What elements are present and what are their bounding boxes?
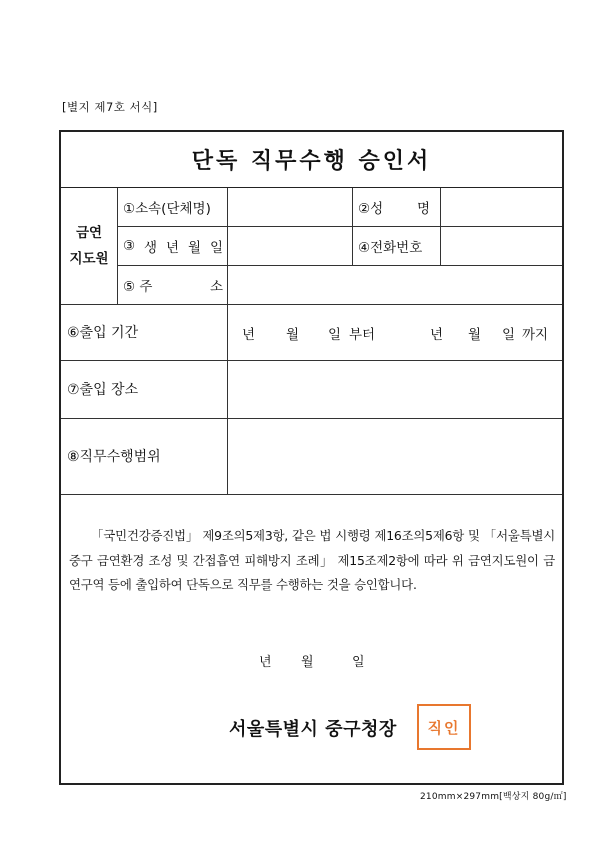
- period-field[interactable]: [228, 305, 562, 360]
- birth-label-part: ③: [123, 237, 136, 254]
- name-field[interactable]: [441, 189, 562, 226]
- birth-label-part: 일: [209, 239, 223, 256]
- place-label: ⑦출입 장소: [67, 382, 139, 398]
- birth-label-part: 생: [144, 239, 158, 256]
- scope-field[interactable]: [228, 419, 562, 494]
- phone-field[interactable]: [441, 227, 562, 265]
- period-from-suffix: 부터: [349, 327, 376, 343]
- affiliation-label: ①소속(단체명): [123, 201, 211, 217]
- period-to-day: 일: [502, 327, 516, 343]
- place-field[interactable]: [228, 361, 562, 418]
- period-to-year: 년: [430, 327, 444, 343]
- birth-date-field[interactable]: [228, 227, 352, 265]
- form-number-label: [별지 제7호 서식]: [62, 100, 158, 114]
- scope-label: ⑧직무수행범위: [67, 449, 161, 465]
- official-seal-text: 직인: [427, 718, 461, 737]
- period-to-month: 월: [468, 327, 482, 343]
- birth-label-part: 월: [187, 239, 202, 256]
- address-label: [123, 265, 223, 304]
- issue-date-year: 년: [259, 655, 272, 670]
- address-label-start: ⑤ 주: [123, 278, 153, 295]
- official-seal-box: [417, 704, 471, 750]
- issuing-authority: 서울특별시 중구청장: [229, 719, 397, 740]
- title-row: [61, 132, 562, 188]
- period-from-month: 월: [286, 327, 300, 343]
- name-label: [358, 188, 430, 226]
- guide-section-label: [61, 188, 117, 304]
- guide-label-line1: 금연: [75, 225, 103, 241]
- address-label-end: 소: [209, 278, 223, 295]
- grid-line: [61, 494, 562, 495]
- guide-label-line2: 지도원: [69, 251, 109, 267]
- approval-form: [59, 130, 564, 785]
- period-label: ⑥출입 기간: [67, 325, 139, 341]
- form-title: 단독 직무수행 승인서: [191, 149, 432, 174]
- affiliation-field[interactable]: [228, 189, 352, 226]
- phone-label: ④전화번호: [358, 239, 423, 256]
- issue-date-month: 월: [301, 655, 314, 670]
- name-label-start: ②성: [358, 201, 384, 217]
- birth-label-part: 년: [166, 239, 180, 256]
- paper-spec: 210mm×297mm[백상지 80g/㎡]: [420, 792, 567, 802]
- period-from-day: 일: [328, 327, 342, 343]
- address-field[interactable]: [228, 266, 562, 304]
- approval-statement: [69, 524, 555, 598]
- name-label-end: 명: [416, 201, 430, 217]
- approval-statement-text: 「국민건강증진법」 제9조의5제3항, 같은 법 시행령 제16조의5제6항 및 「서울특별시 중구 금연환경 조성 및 간접흡연 피해방지 조례」 제15조제2항에 따라 위 금연지도원이 금연구역 등에 출입하여 단독으로 직무를 수행하는 것을 승인합니다.: [69, 528, 555, 592]
- period-from-year: 년: [242, 327, 256, 343]
- birth-label: [123, 226, 223, 265]
- issue-date-day: 일: [352, 655, 365, 670]
- period-to-suffix: 까지: [522, 327, 549, 343]
- grid-line: [117, 188, 118, 304]
